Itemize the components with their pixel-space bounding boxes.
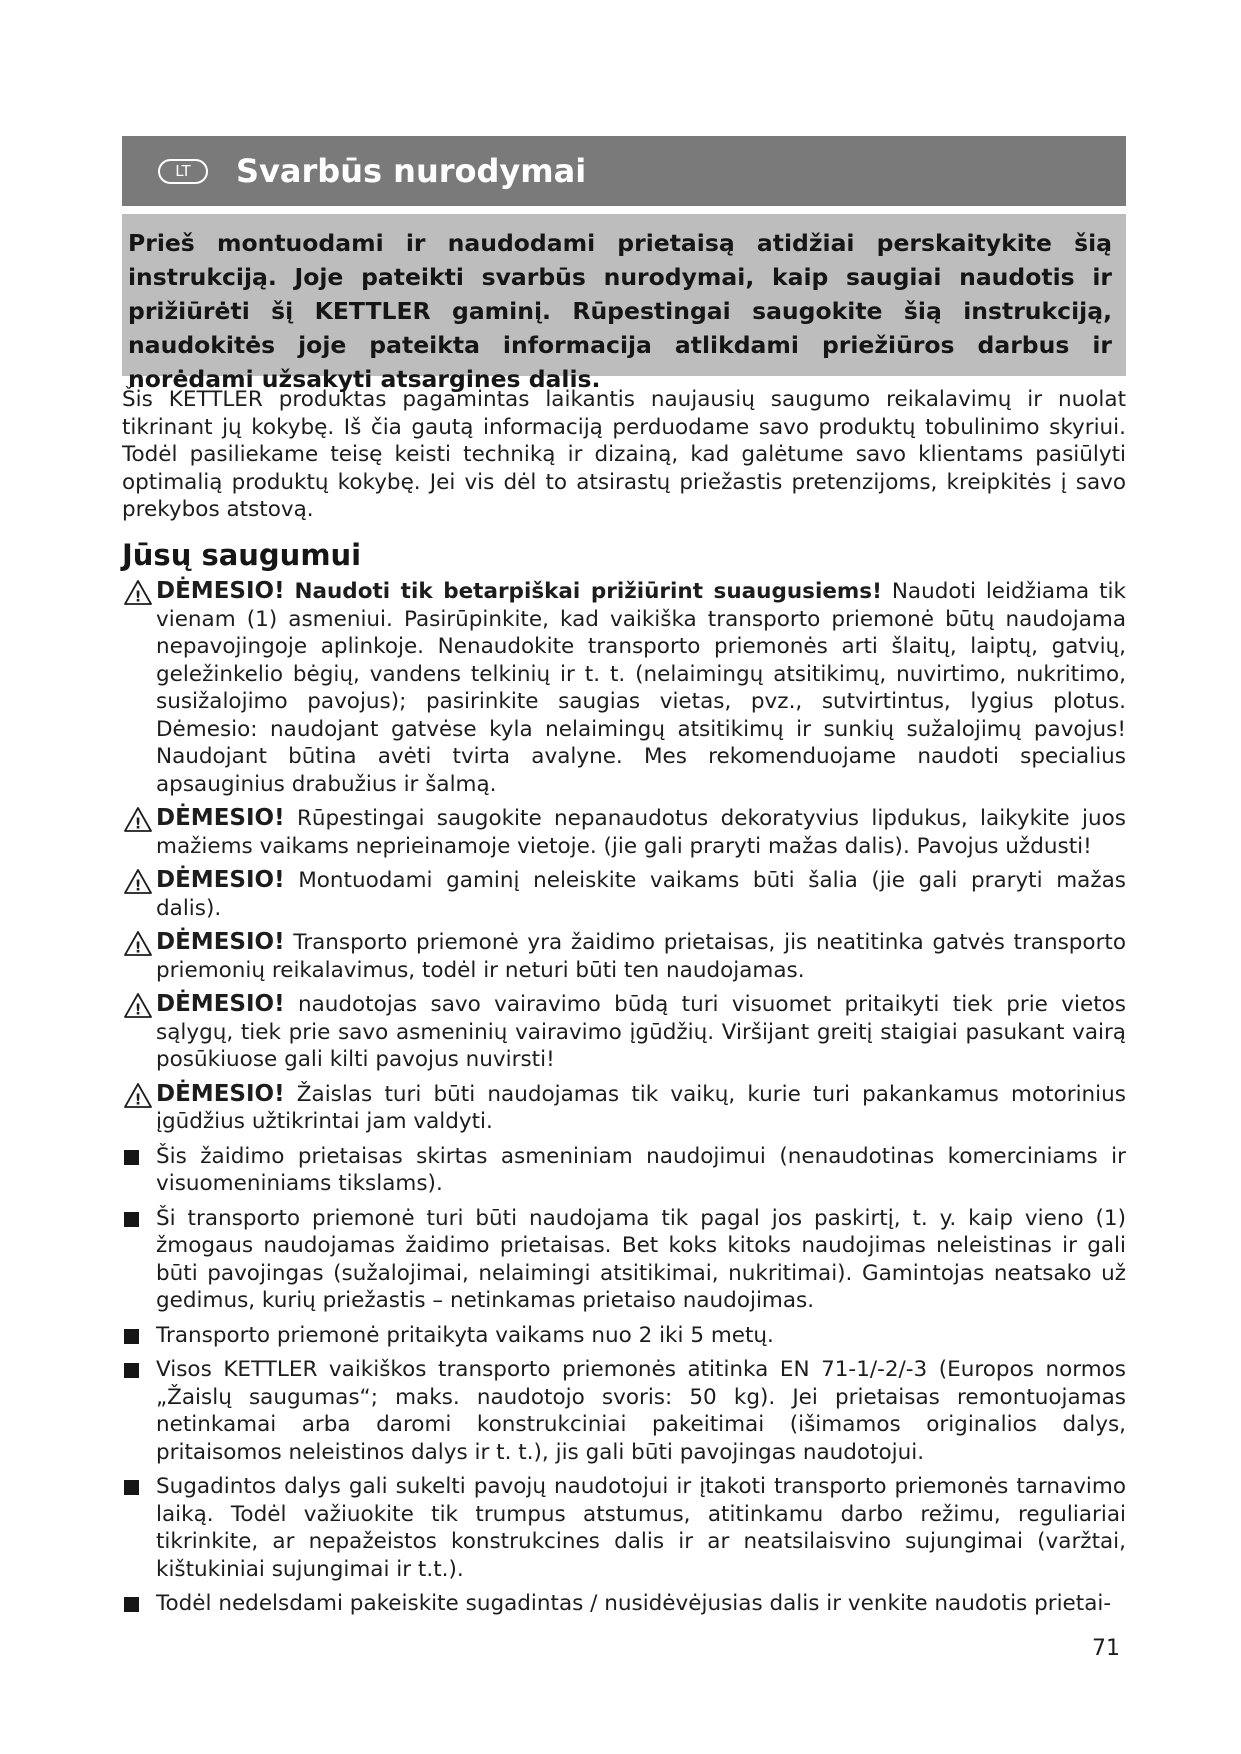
warning-item — [122, 578, 1126, 798]
section-heading: Jūsų saugumui — [122, 538, 362, 572]
warning-item — [122, 1081, 1126, 1136]
svg-text:!: ! — [134, 1000, 142, 1019]
bullet-item — [122, 1473, 1126, 1583]
square-bullet-icon — [124, 1480, 139, 1495]
warning-triangle-icon — [123, 930, 153, 957]
bullet-text: Šis žaidimo prietaisas skirtas asmeniniam naudojimui (nenaudotinas komerciniams ir visuomeniniams tikslams). — [156, 1143, 1126, 1196]
bullet-text: Visos KETTLER vaikiškos transporto priemonės atitinka EN 71-1/-2/-3 (Europos normos „Žaislų saugumas“; maks. naudotojo svoris: 50 kg). Jei prietaisas remontuojamas netinkamai arba daromi konstrukciniai pakeitimai (išimamos originalios dalys, pritaisomos neleistinos dalys ir t. t.), jis gali būti pavojingas naudotojui. — [156, 1357, 1126, 1465]
bullet-item — [122, 1356, 1126, 1466]
warning-label: DĖMESIO! — [156, 929, 285, 955]
warning-triangle-icon — [123, 868, 153, 895]
warning-label: DĖMESIO! — [156, 991, 285, 1017]
intro-text: Prieš montuodami ir naudodami prietaisą atidžiai perskaitykite šią instrukciją. Joje pateikti svarbūs nurodymai, kaip saugiai naudotis ir prižiūrėti šį KETTLER gaminį. Rūpestingai saugokite šią instrukciją, naudokitės joje pateikta informacija atlikdami priežiūros darbus ir norėdami užsakyti atsargines dalis. — [128, 229, 1112, 393]
bullet-text: Sugadintos dalys gali sukelti pavojų naudotojui ir įtakoti transporto priemonės tarnavimo laiką. Todėl važiuokite tik trumpus atstumus, atitinkamu darbo režimu, reguliariai tikrinkite, ar nepažeistos konstrukcines dalis ir ar neatsilaisvino sujungimai (varžtai, kištukiniai sujungimai ir t.t.). — [156, 1474, 1126, 1582]
warning-text: Žaislas turi būti naudojamas tik vaikų, kurie turi pakankamus motorinius įgūdžius užtikrintai jam valdyti. — [156, 1081, 1126, 1134]
safety-list — [122, 578, 1126, 1625]
bullet-item — [122, 1205, 1126, 1315]
warning-text: Rūpestingai saugokite nepanaudotus dekoratyvius lipdukus, laikykite juos mažiems vaikams neprieinamoje vietoje. (jie gali praryti mažas dalis). Pavojus uždusti! — [156, 806, 1126, 859]
warning-item — [122, 805, 1126, 860]
warning-text: Transporto priemonė yra žaidimo prietaisas, jis neatitinka gatvės transporto priemonių reikalavimus, todėl ir neturi būti ten naudojamas. — [156, 930, 1126, 983]
square-bullet-icon — [124, 1150, 139, 1165]
language-badge: LT — [158, 159, 208, 184]
body-paragraph: Šis KETTLER produktas pagamintas laikantis naujausių saugumo reikalavimų ir nuolat tikrinant jų kokybę. Iš čia gautą informaciją perduodame savo produktų tobulinimo skyriui. Todėl pasiliekame teisę keisti techniką ir dizainą, kad galėtume savo klientams pasiūlyti optimalią produktų kokybę. Jei vis dėl to atsirastų priežastis pretenzijoms, kreipkitės į savo prekybos atstovą. — [122, 387, 1126, 522]
bullet-text: Transporto priemonė pritaikyta vaikams nuo 2 iki 5 metų. — [156, 1322, 774, 1348]
square-bullet-icon — [124, 1597, 139, 1612]
warning-item — [122, 867, 1126, 922]
square-bullet-icon — [124, 1212, 139, 1227]
page-title: Svarbūs nurodymai — [236, 152, 587, 190]
warning-triangle-icon — [123, 992, 153, 1019]
warning-item — [122, 929, 1126, 984]
bullet-text: Todėl nedelsdami pakeiskite sugadintas / nusidėvėjusias dalis ir venkite naudotis prietai- — [156, 1591, 1112, 1616]
bullet-text: Ši transporto priemonė turi būti naudojama tik pagal jos paskirtį, t. y. kaip vieno (1) žmogaus naudojamas žaidimo prietaisas. Bet koks kitoks naudojimas neleistinas ir gali būti pavojingas (sužalojimai, nelaimingi atsitikimai, nukritimai). Gamintojas neatsako už gedimus, kurių priežastis – netinkamas prietaiso naudojimas. — [156, 1205, 1126, 1313]
svg-text:!: ! — [134, 587, 142, 606]
bullet-item — [122, 1143, 1126, 1198]
warning-item — [122, 991, 1126, 1074]
warning-label: DĖMESIO! — [156, 1080, 285, 1107]
bullet-item — [122, 1590, 1126, 1618]
warning-label: DĖMESIO! — [156, 805, 285, 831]
svg-text:!: ! — [134, 876, 142, 895]
warning-label: DĖMESIO! — [156, 867, 285, 893]
warning-text: naudotojas savo vairavimo būdą turi visuomet pritaikyti tiek prie vietos sąlygų, tiek prie savo asmeninių vairavimo įgūdžių. Viršijant greitį staigiai pasukant vairą posūkiuose gali kilti pavojus nuvirsti! — [156, 992, 1126, 1072]
page-number: 71 — [1092, 1636, 1120, 1661]
bullet-item — [122, 1322, 1126, 1350]
warning-triangle-icon — [123, 1082, 153, 1109]
warning-triangle-icon — [123, 806, 153, 833]
warning-text: Montuodami gaminį neleiskite vaikams būti šalia (jie gali praryti mažas dalis). — [156, 868, 1126, 921]
warning-label: DĖMESIO! — [156, 578, 285, 604]
warning-lead: Naudoti tik betarpiškai prižiūrint suaugusiems! — [294, 579, 882, 604]
square-bullet-icon — [124, 1363, 139, 1378]
warning-text: Naudoti leidžiama tik vienam (1) asmeniui. Pasirūpinkite, kad vaikiška transporto priemonė būtų naudojama nepavojingoje aplinkoje. Nenaudokite transporto priemonės arti šlaitų, laiptų, gatvių, geležinkelio bėgių, vandens telkinių ir t. t. (nelaimingų atsitikimų, nuvirtimo, nukritimo, susižalojimo pavojus); pasirinkite saugias vietas, pvz., sutvirtintus, lygius plotus. Dėmesio: naudojant gatvėse kyla nelaimingų atsitikimų ir sunkių sužalojimų pavojus! Naudojant būtina avėti tvirta avalyne. Mes rekomenduojame naudoti specialius apsauginius drabužius ir šalmą. — [156, 579, 1126, 797]
header-bar — [122, 136, 1126, 206]
svg-text:!: ! — [134, 814, 142, 833]
warning-triangle-icon — [123, 579, 153, 606]
svg-text:!: ! — [134, 938, 142, 957]
svg-text:!: ! — [134, 1090, 142, 1108]
intro-box — [122, 214, 1126, 393]
square-bullet-icon — [124, 1329, 139, 1344]
